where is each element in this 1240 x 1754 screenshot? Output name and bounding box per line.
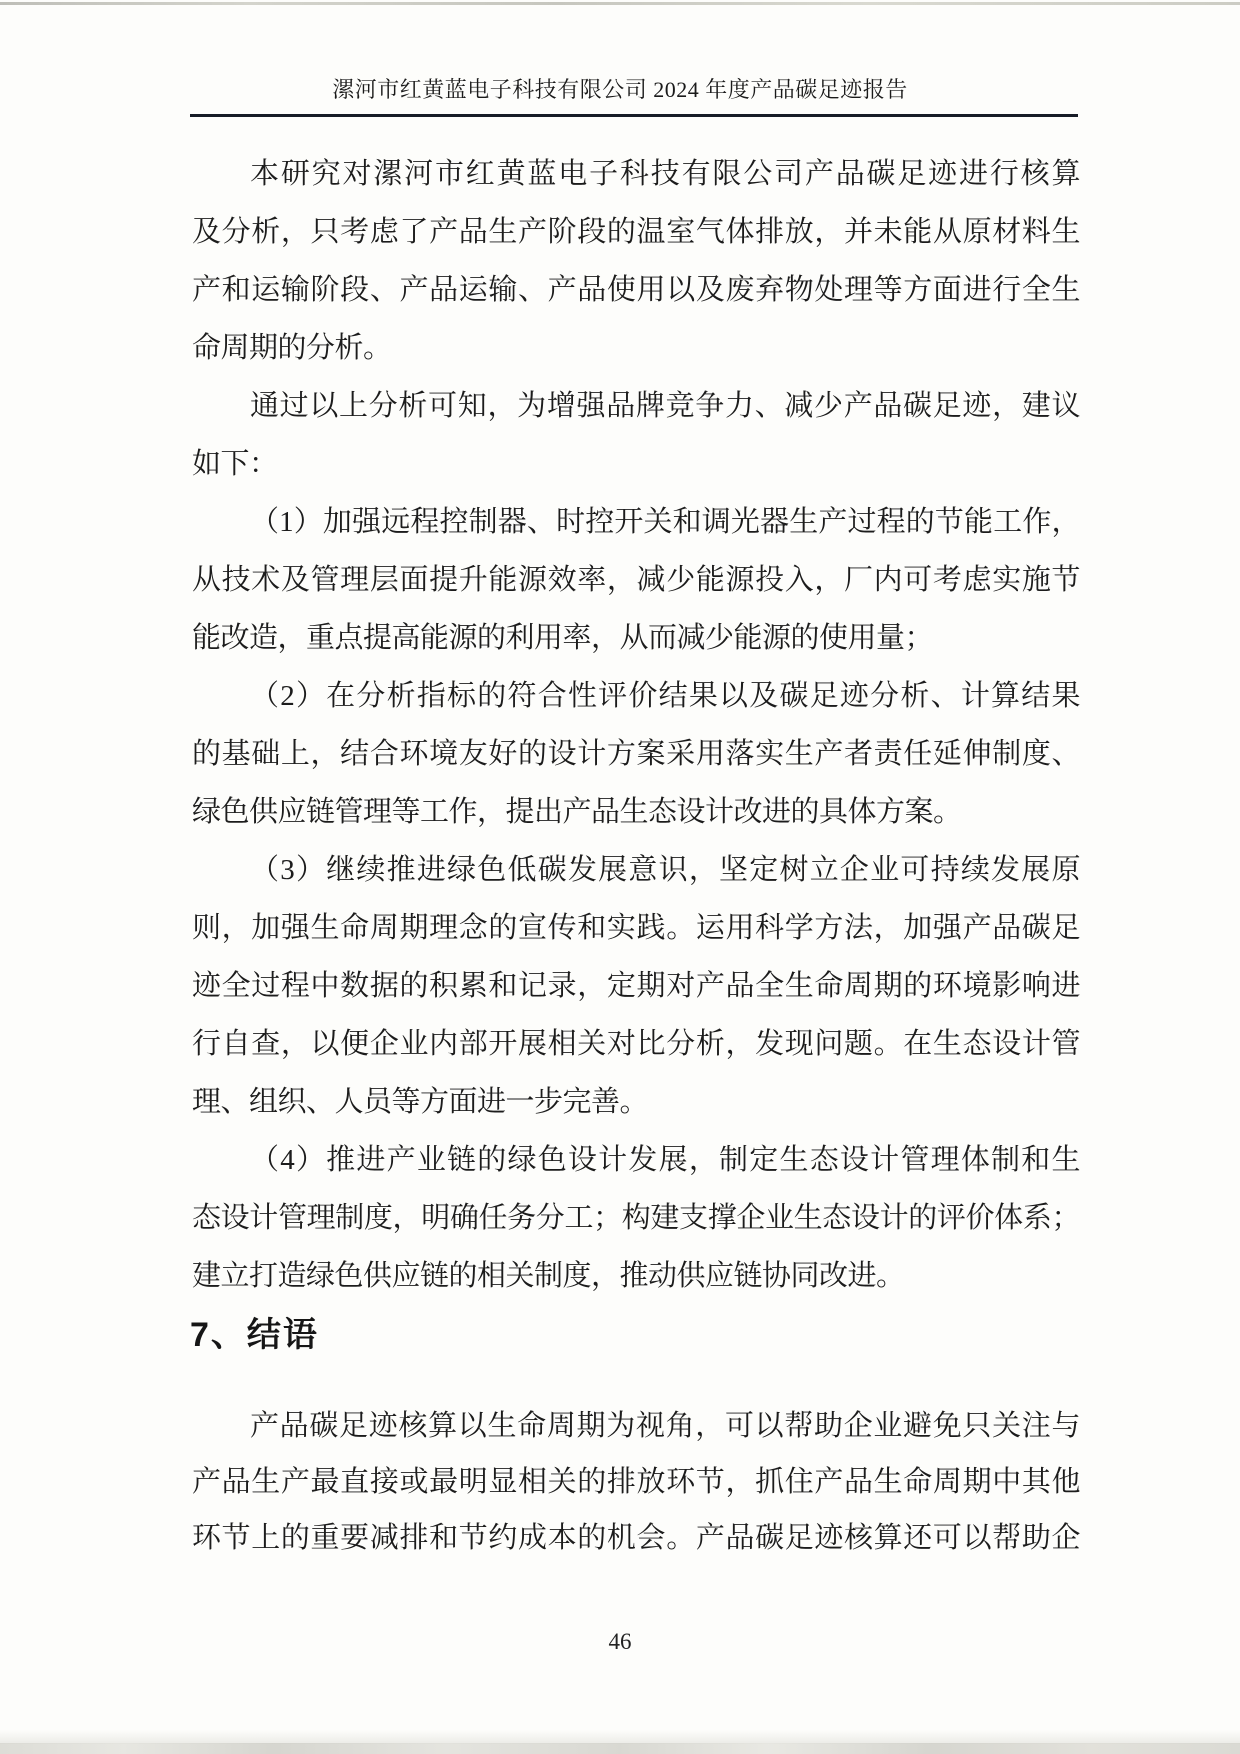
body-line: 建立打造绿色供应链的相关制度，推动供应链协同改进。	[192, 1260, 905, 1292]
closing-paragraph	[192, 1398, 1080, 1566]
body-line: （4）推进产业链的绿色设计发展，制定生态设计管理体制和生	[250, 1144, 1080, 1176]
page-number: 46	[608, 1629, 632, 1654]
body-line: 产和运输阶段、产品运输、产品使用以及废弃物处理等方面进行全生	[192, 274, 1080, 306]
scan-bottom-edge	[0, 1743, 1240, 1754]
body-line: 如下：	[192, 448, 278, 480]
body-line: 的基础上，结合环境友好的设计方案采用落实生产者责任延伸制度、	[192, 738, 1080, 770]
body-text-block	[192, 145, 1080, 1305]
scan-top-edge	[0, 2, 1240, 5]
body-line: 迹全过程中数据的积累和记录，定期对产品全生命周期的环境影响进	[192, 970, 1080, 1002]
body-line: （3）继续推进绿色低碳发展意识，坚定树立企业可持续发展原	[250, 854, 1080, 886]
body-line: 理、组织、人员等方面进一步完善。	[192, 1086, 649, 1118]
header-rule	[190, 114, 1078, 117]
body-line: 态设计管理制度，明确任务分工；构建支撑企业生态设计的评价体系；	[192, 1202, 1080, 1234]
body-line: 产品碳足迹核算以生命周期为视角，可以帮助企业避免只关注与	[250, 1410, 1080, 1442]
body-line: 则，加强生命周期理念的宣传和实践。运用科学方法，加强产品碳足	[192, 912, 1080, 944]
body-line: 产品生产最直接或最明显相关的排放环节，抓住产品生命周期中其他	[192, 1466, 1080, 1498]
body-line: 从技术及管理层面提升能源效率，减少能源投入，厂内可考虑实施节	[192, 564, 1080, 596]
body-line: 行自查，以便企业内部开展相关对比分析，发现问题。在生态设计管	[192, 1028, 1080, 1060]
section-heading: 7、结语	[190, 1316, 319, 1354]
body-line: 环节上的重要减排和节约成本的机会。产品碳足迹核算还可以帮助企	[192, 1522, 1080, 1554]
scan-bottom-fade	[0, 1730, 1240, 1744]
body-line: 通过以上分析可知，为增强品牌竞争力、减少产品碳足迹，建议	[250, 390, 1080, 422]
body-line: 本研究对漯河市红黄蓝电子科技有限公司产品碳足迹进行核算	[250, 158, 1080, 190]
body-line: （2）在分析指标的符合性评价结果以及碳足迹分析、计算结果	[250, 680, 1080, 712]
body-line: （1）加强远程控制器、时控开关和调光器生产过程的节能工作，	[250, 506, 1080, 538]
body-line: 能改造，重点提高能源的利用率，从而减少能源的使用量；	[192, 622, 934, 654]
body-line: 绿色供应链管理等工作，提出产品生态设计改进的具体方案。	[192, 796, 962, 828]
running-header: 漯河市红黄蓝电子科技有限公司 2024 年度产品碳足迹报告	[332, 77, 908, 102]
body-line: 及分析，只考虑了产品生产阶段的温室气体排放，并未能从原材料生	[192, 216, 1080, 248]
body-line: 命周期的分析。	[192, 332, 392, 364]
